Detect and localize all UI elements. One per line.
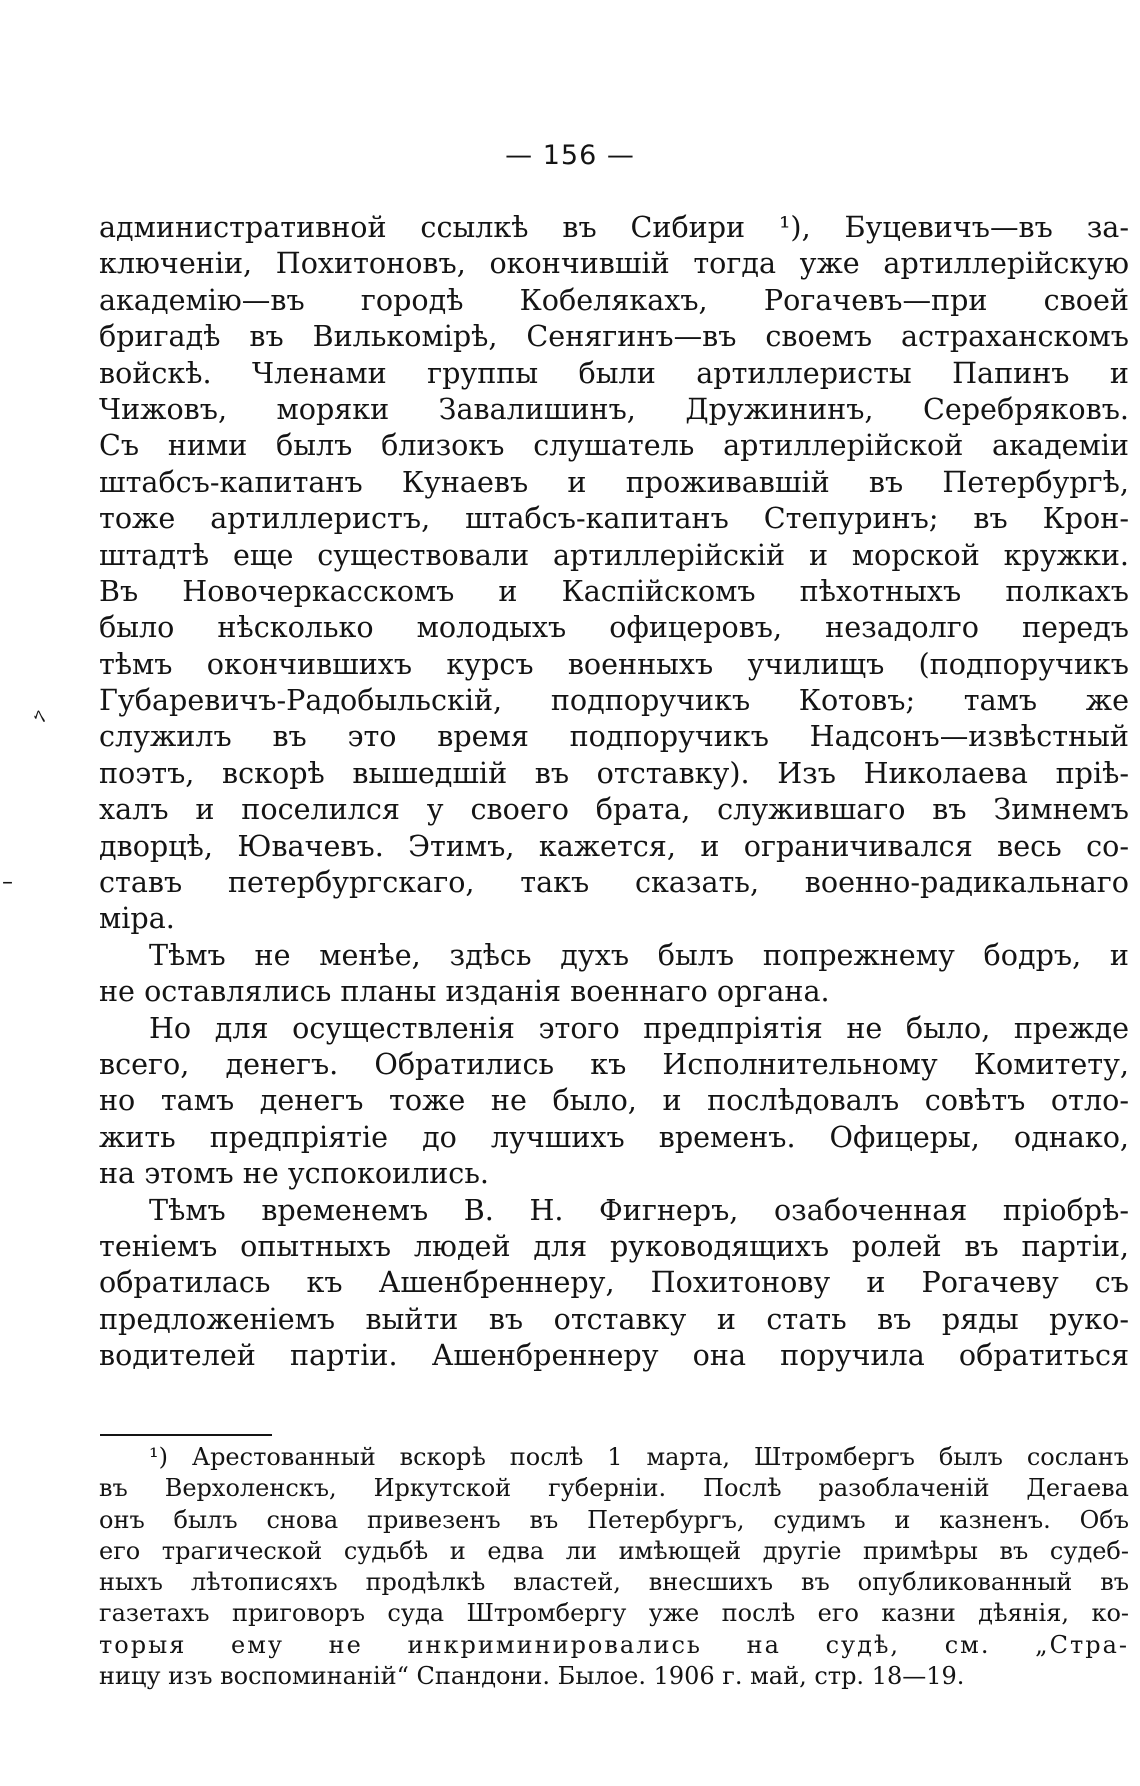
- text-line: штадтѣ еще существовали артиллерійскій и морской кружки.: [99, 537, 1129, 572]
- text-line: дворцѣ, Ювачевъ. Этимъ, кажется, и ограничивался весь со-: [99, 828, 1129, 863]
- footnote-line: въ Верхоленскъ, Иркутской губерніи. Послѣ разоблаченій Дегаева: [99, 1474, 1129, 1503]
- footnote-line: онъ былъ снова привезенъ въ Петербургъ, судимъ и казненъ. Объ: [99, 1505, 1129, 1534]
- text-line: штабсъ-капитанъ Кунаевъ и проживавшій въ Петербургѣ,: [99, 464, 1129, 499]
- text-line: Тѣмъ временемъ В. Н. Фигнеръ, озабоченная пріобрѣ-: [149, 1192, 1129, 1227]
- text-line: административной ссылкѣ въ Сибири ¹), Буцевичъ—въ за-: [99, 210, 1129, 244]
- text-line: служилъ въ это время подпоручикъ Надсонъ—извѣстный: [99, 719, 1129, 754]
- main-text: [99, 209, 1129, 1374]
- footnote-line: ¹) Арестованный вскорѣ послѣ 1 марта, Штромбергъ былъ сосланъ: [149, 1443, 1129, 1471]
- text-line: водителей партіи. Ашенбреннеру она поручила обратиться: [99, 1338, 1129, 1373]
- footnote-line: ныхъ лѣтописяхъ продѣлкѣ властей, внесшихъ въ опубликованный въ: [99, 1568, 1129, 1597]
- text-line: но тамъ денегъ тоже не было, и послѣдовалъ совѣтъ отло-: [99, 1083, 1129, 1118]
- text-line: академію—въ городѣ Кобелякахъ, Рогачевъ—при своей: [99, 282, 1129, 317]
- footnote-line: газетахъ приговоръ суда Штромбергу уже послѣ его казни дѣянія, ко-: [99, 1599, 1129, 1628]
- text-line: Губаревичъ-Радобыльскій, подпоручикъ Котовъ; тамъ же: [99, 683, 1129, 718]
- text-line: халъ и поселился у своего брата, служившаго въ Зимнемъ: [99, 792, 1129, 827]
- text-line: ключеніи, Похитоновъ, окончившій тогда уже артиллерійскую: [99, 246, 1129, 281]
- text-line: не оставлялись планы изданія военнаго органа.: [99, 974, 830, 1009]
- footnote-line: ницу изъ воспоминаній“ Спандони. Былое. 1906 г. май, стр. 18—19.: [99, 1662, 965, 1691]
- text-line: предложеніемъ выйти въ отставку и стать въ ряды руко-: [99, 1301, 1129, 1336]
- text-line: міра.: [99, 901, 175, 936]
- text-line: на этомъ не успокоились.: [99, 1156, 489, 1191]
- text-line: было нѣсколько молодыхъ офицеровъ, незадолго передъ: [99, 610, 1129, 645]
- footnote-line: торыя ему не инкриминировались на судѣ, см. „Стра-: [99, 1630, 1129, 1659]
- text-line: бригадѣ въ Вилькомірѣ, Сенягинъ—въ своемъ астраханскомъ: [99, 319, 1129, 354]
- page-number: — 156 —: [505, 140, 635, 171]
- text-line: Чижовъ, моряки Завалишинъ, Дружининъ, Серебряковъ.: [99, 391, 1129, 426]
- footnote-line: его трагической судьбѣ и едва ли имѣющей другіе примѣры въ судеб-: [99, 1536, 1129, 1565]
- text-line: теніемъ опытныхъ людей для руководящихъ ролей въ партіи,: [99, 1228, 1129, 1263]
- text-line: жить предпріятіе до лучшихъ временъ. Офицеры, однако,: [99, 1119, 1129, 1154]
- text-line: поэтъ, вскорѣ вышедшій въ отставку). Изъ Николаева пріѣ-: [99, 755, 1129, 790]
- margin-pencil-mark-2: –: [2, 870, 13, 895]
- text-line: обратилась къ Ашенбреннеру, Похитонову и Рогачеву съ: [99, 1265, 1129, 1300]
- text-line: войскѣ. Членами группы были артиллеристы Папинъ и: [99, 355, 1129, 390]
- text-line: Въ Новочеркасскомъ и Каспійскомъ пѣхотныхъ полкахъ: [99, 573, 1129, 608]
- footnote: [99, 1442, 1129, 1692]
- text-line: Тѣмъ не менѣе, здѣсь духъ былъ попрежнему бодръ, и: [149, 937, 1129, 972]
- margin-pencil-mark: ﾍ: [34, 705, 46, 730]
- text-line: Но для осуществленія этого предпріятія не было, прежде: [149, 1010, 1129, 1045]
- text-line: Съ ними былъ близокъ слушатель артиллерійской академіи: [99, 428, 1129, 463]
- text-line: ставъ петербургскаго, такъ сказать, военно-радикальнаго: [99, 865, 1129, 900]
- text-line: всего, денегъ. Обратились къ Исполнительному Комитету,: [99, 1046, 1129, 1081]
- text-line: тѣмъ окончившихъ курсъ военныхъ училищъ (подпоручикъ: [99, 646, 1129, 681]
- footnote-rule: [100, 1434, 272, 1436]
- text-line: тоже артиллеристъ, штабсъ-капитанъ Степуринъ; въ Крон-: [99, 501, 1129, 536]
